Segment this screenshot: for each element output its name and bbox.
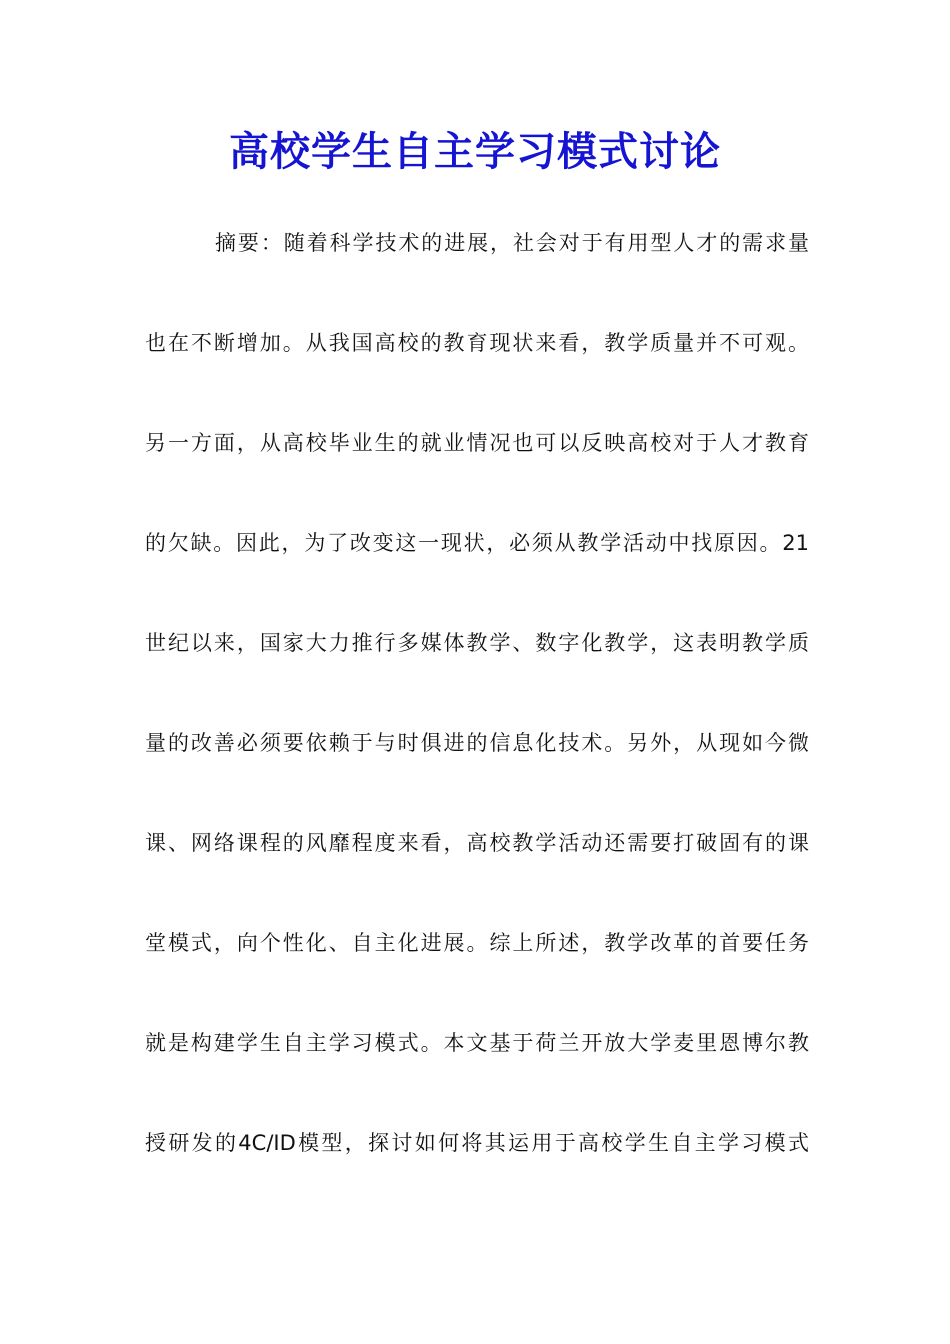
- abstract-line-1: 摘要：随着科学技术的进展，社会对于有用型人才的需求量: [215, 231, 809, 255]
- abstract-line-10: 授研发的4C/ID模型，探讨如何将其运用于高校学生自主学习模式: [145, 1131, 809, 1155]
- abstract-line-6: 量的改善必须要依赖于与时俱进的信息化技术。另外，从现如今微: [145, 731, 809, 755]
- abstract-line-2: 也在不断增加。从我国高校的教育现状来看，教学质量并不可观。: [145, 331, 809, 355]
- abstract-line-8: 堂模式，向个性化、自主化进展。综上所述，教学改革的首要任务: [145, 931, 809, 955]
- abstract-line-9: 就是构建学生自主学习模式。本文基于荷兰开放大学麦里恩博尔教: [145, 1031, 809, 1055]
- abstract-line-5: 世纪以来，国家大力推行多媒体教学、数字化教学，这表明教学质: [145, 631, 809, 655]
- abstract-line-7: 课、网络课程的风靡程度来看，高校教学活动还需要打破固有的课: [145, 831, 809, 855]
- abstract-line-3: 另一方面，从高校毕业生的就业情况也可以反映高校对于人才教育: [145, 431, 809, 455]
- abstract-paragraph: [145, 220, 809, 1220]
- document-title: 高校学生自主学习模式讨论: [229, 128, 721, 175]
- abstract-line-4: 的欠缺。因此，为了改变这一现状，必须从教学活动中找原因。21: [145, 531, 809, 555]
